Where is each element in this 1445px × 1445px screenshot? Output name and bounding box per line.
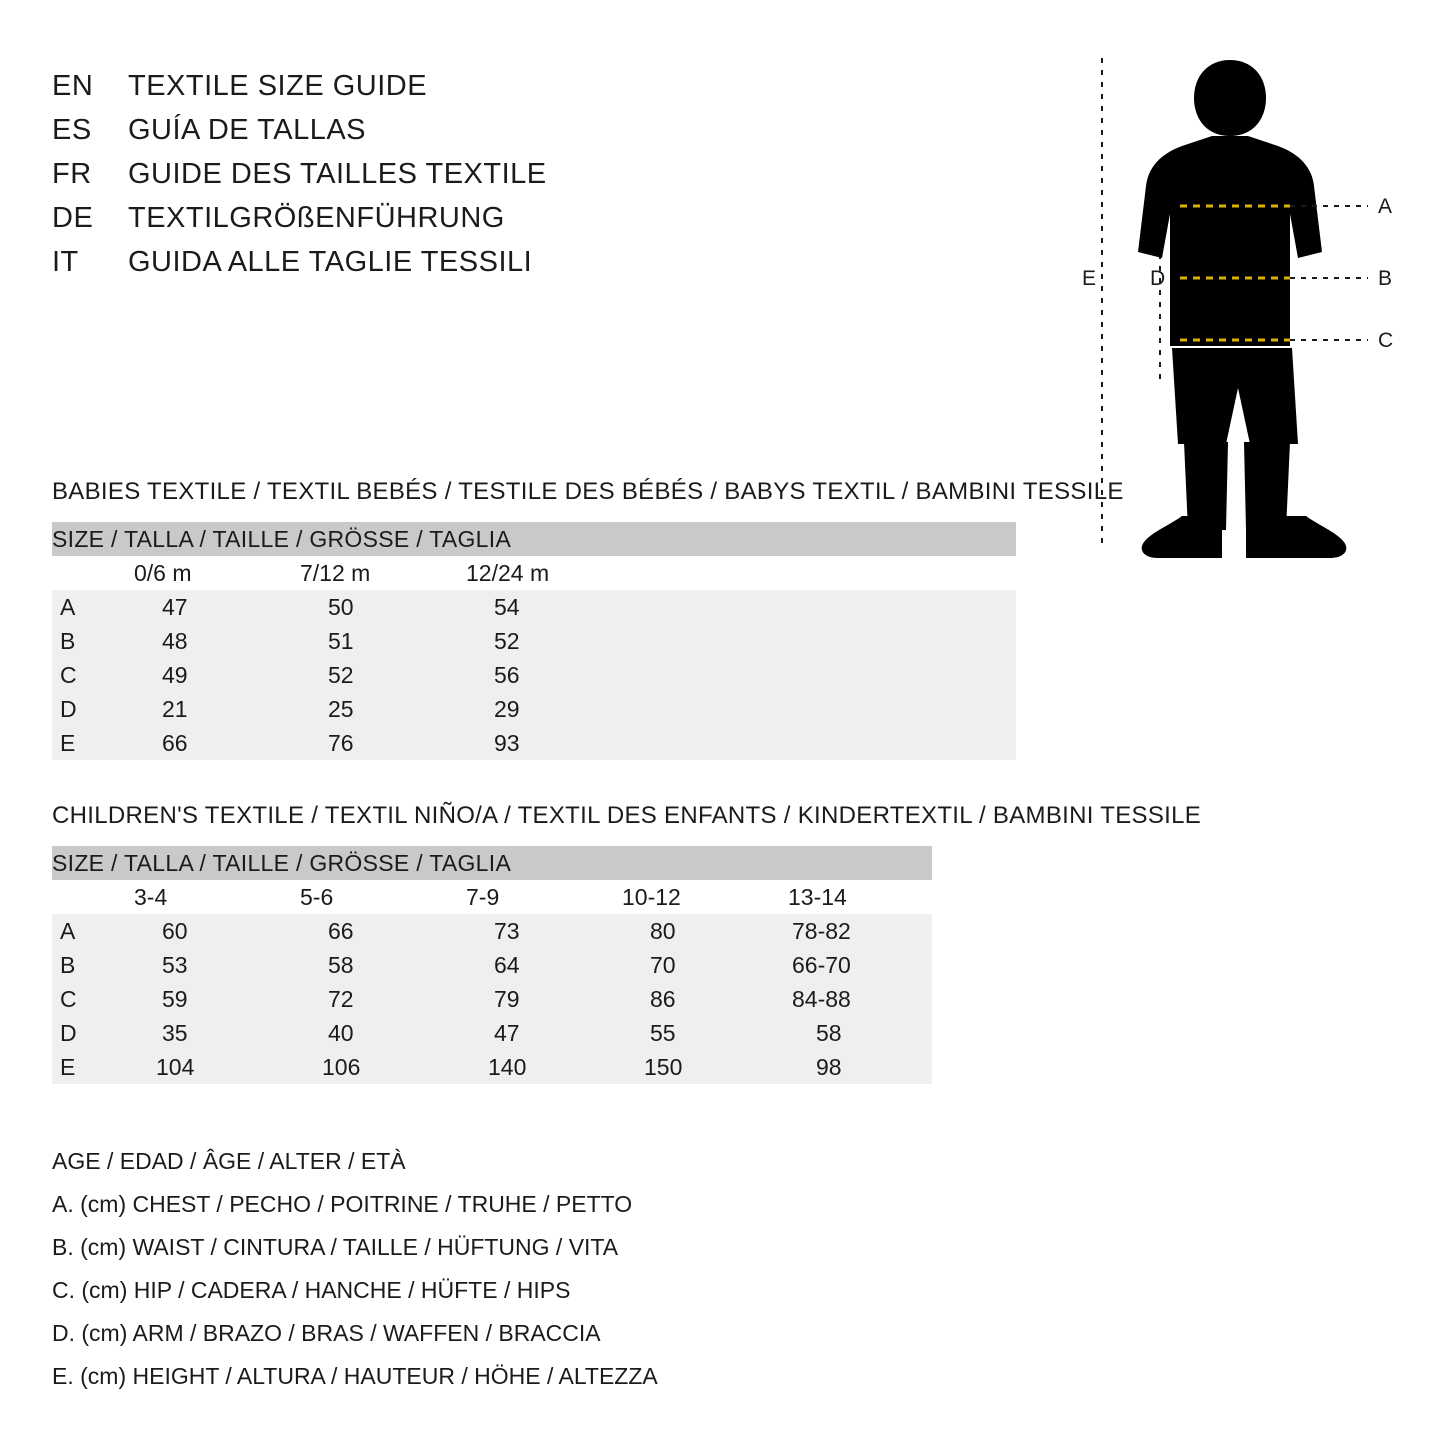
title-lang-en: EN (52, 70, 94, 102)
children-e-4: 98 (788, 1050, 932, 1084)
children-size-header: SIZE / TALLA / TAILLE / GRÖSSE / TAGLIA (52, 846, 932, 880)
table-row (52, 726, 1016, 760)
title-row-es (52, 114, 752, 158)
table-row (52, 1050, 932, 1084)
children-b-4: 66-70 (788, 948, 932, 982)
babies-c-1: 52 (300, 658, 466, 692)
title-row-de (52, 202, 752, 246)
children-row-label-a: A (52, 914, 134, 948)
children-section-title: CHILDREN'S TEXTILE / TEXTIL NIÑO/A / TEXTIL DES ENFANTS / KINDERTEXTIL / BAMBINI TESSILE (52, 802, 1202, 829)
children-a-0: 60 (134, 914, 300, 948)
legend-line-height: E. (cm) HEIGHT / ALTURA / HAUTEUR / HÖHE / ALTEZZA (52, 1363, 658, 1389)
children-section (52, 802, 1232, 1084)
title-text-en: TEXTILE SIZE GUIDE (128, 70, 428, 102)
children-c-2: 79 (466, 982, 622, 1016)
babies-row-label-a: A (52, 590, 134, 624)
children-b-1: 58 (300, 948, 466, 982)
figure-label-a: A (1378, 195, 1393, 218)
children-col-3: 10-12 (622, 880, 788, 914)
legend-line-hip: C. (cm) HIP / CADERA / HANCHE / HÜFTE / HIPS (52, 1277, 571, 1303)
legend-line-chest: A. (cm) CHEST / PECHO / POITRINE / TRUHE / PETTO (52, 1191, 633, 1217)
babies-row-label-d: D (52, 692, 134, 726)
babies-size-header-row (52, 522, 1016, 556)
table-row (52, 1016, 932, 1050)
babies-size-table (52, 522, 1016, 760)
babies-col-0: 0/6 m (134, 556, 300, 590)
babies-b-1: 51 (300, 624, 466, 658)
children-col-2: 7-9 (466, 880, 622, 914)
children-col-4: 13-14 (788, 880, 932, 914)
table-row (52, 914, 932, 948)
babies-d-spacer (632, 692, 1016, 726)
babies-a-spacer (632, 590, 1016, 624)
children-a-1: 66 (300, 914, 466, 948)
babies-section-title: BABIES TEXTILE / TEXTIL BEBÉS / TESTILE DES BÉBÉS / BABYS TEXTIL / BAMBINI TESSILE (52, 478, 1124, 505)
legend-line-arm: D. (cm) ARM / BRAZO / BRAS / WAFFEN / BRACCIA (52, 1320, 601, 1346)
figure-label-b: B (1378, 267, 1393, 290)
title-lang-de: DE (52, 202, 94, 234)
title-text-de: TEXTILGRÖßENFÜHRUNG (128, 202, 505, 234)
children-e-1: 106 (300, 1050, 466, 1084)
table-row (52, 948, 932, 982)
table-row (52, 658, 1016, 692)
babies-e-1: 76 (300, 726, 466, 760)
babies-d-2: 29 (466, 692, 632, 726)
children-size-table (52, 846, 932, 1084)
children-e-3: 150 (622, 1050, 788, 1084)
title-text-it: GUIDA ALLE TAGLIE TESSILI (128, 246, 533, 278)
babies-col-2: 12/24 m (466, 556, 632, 590)
children-e-0: 104 (134, 1050, 300, 1084)
babies-row-label-c: C (52, 658, 134, 692)
children-e-2: 140 (466, 1050, 622, 1084)
babies-e-0: 66 (134, 726, 300, 760)
children-a-3: 80 (622, 914, 788, 948)
babies-section (52, 478, 1232, 760)
children-d-2: 47 (466, 1016, 622, 1050)
babies-a-0: 47 (134, 590, 300, 624)
children-col-0: 3-4 (134, 880, 300, 914)
babies-a-2: 54 (466, 590, 632, 624)
title-lang-fr: FR (52, 158, 92, 190)
figure-label-e: E (1082, 267, 1097, 290)
table-row (52, 590, 1016, 624)
children-d-0: 35 (134, 1016, 300, 1050)
children-d-1: 40 (300, 1016, 466, 1050)
children-c-1: 72 (300, 982, 466, 1016)
children-a-2: 73 (466, 914, 622, 948)
children-a-4: 78-82 (788, 914, 932, 948)
children-b-2: 64 (466, 948, 622, 982)
babies-b-spacer (632, 624, 1016, 658)
babies-e-2: 93 (466, 726, 632, 760)
children-b-0: 53 (134, 948, 300, 982)
title-row-en (52, 70, 752, 114)
title-lang-it: IT (52, 246, 79, 278)
title-row-fr (52, 158, 752, 202)
title-row-it (52, 246, 752, 290)
children-c-4: 84-88 (788, 982, 932, 1016)
children-row-label-d: D (52, 1016, 134, 1050)
children-column-header-row (52, 880, 932, 914)
babies-e-spacer (632, 726, 1016, 760)
babies-d-0: 21 (134, 692, 300, 726)
babies-row-label-b: B (52, 624, 134, 658)
children-col-1: 5-6 (300, 880, 466, 914)
children-b-3: 70 (622, 948, 788, 982)
children-c-0: 59 (134, 982, 300, 1016)
babies-c-2: 56 (466, 658, 632, 692)
figure-label-d: D (1150, 267, 1166, 290)
table-row (52, 982, 932, 1016)
babies-b-2: 52 (466, 624, 632, 658)
children-row-label-c: C (52, 982, 134, 1016)
title-text-es: GUÍA DE TALLAS (128, 114, 367, 146)
babies-b-0: 48 (134, 624, 300, 658)
children-row-label-b: B (52, 948, 134, 982)
babies-c-spacer (632, 658, 1016, 692)
children-c-3: 86 (622, 982, 788, 1016)
babies-col-empty (52, 556, 134, 590)
measurement-legend (52, 1140, 952, 1398)
table-row (52, 692, 1016, 726)
babies-size-header: SIZE / TALLA / TAILLE / GRÖSSE / TAGLIA (52, 522, 1016, 556)
babies-row-label-e: E (52, 726, 134, 760)
babies-c-0: 49 (134, 658, 300, 692)
babies-col-1: 7/12 m (300, 556, 466, 590)
children-d-4: 58 (788, 1016, 932, 1050)
children-row-label-e: E (52, 1050, 134, 1084)
legend-line-age: AGE / EDAD / ÂGE / ALTER / ETÀ (52, 1148, 406, 1174)
babies-a-1: 50 (300, 590, 466, 624)
title-text-fr: GUIDE DES TAILLES TEXTILE (128, 158, 547, 190)
children-d-3: 55 (622, 1016, 788, 1050)
children-size-header-row (52, 846, 932, 880)
babies-d-1: 25 (300, 692, 466, 726)
table-row (52, 624, 1016, 658)
babies-column-header-row (52, 556, 1016, 590)
children-col-empty (52, 880, 134, 914)
title-lang-es: ES (52, 114, 92, 146)
title-block (52, 70, 752, 290)
figure-label-c: C (1378, 329, 1394, 352)
legend-line-waist: B. (cm) WAIST / CINTURA / TAILLE / HÜFTUNG / VITA (52, 1234, 619, 1260)
babies-col-spacer (632, 556, 1016, 590)
